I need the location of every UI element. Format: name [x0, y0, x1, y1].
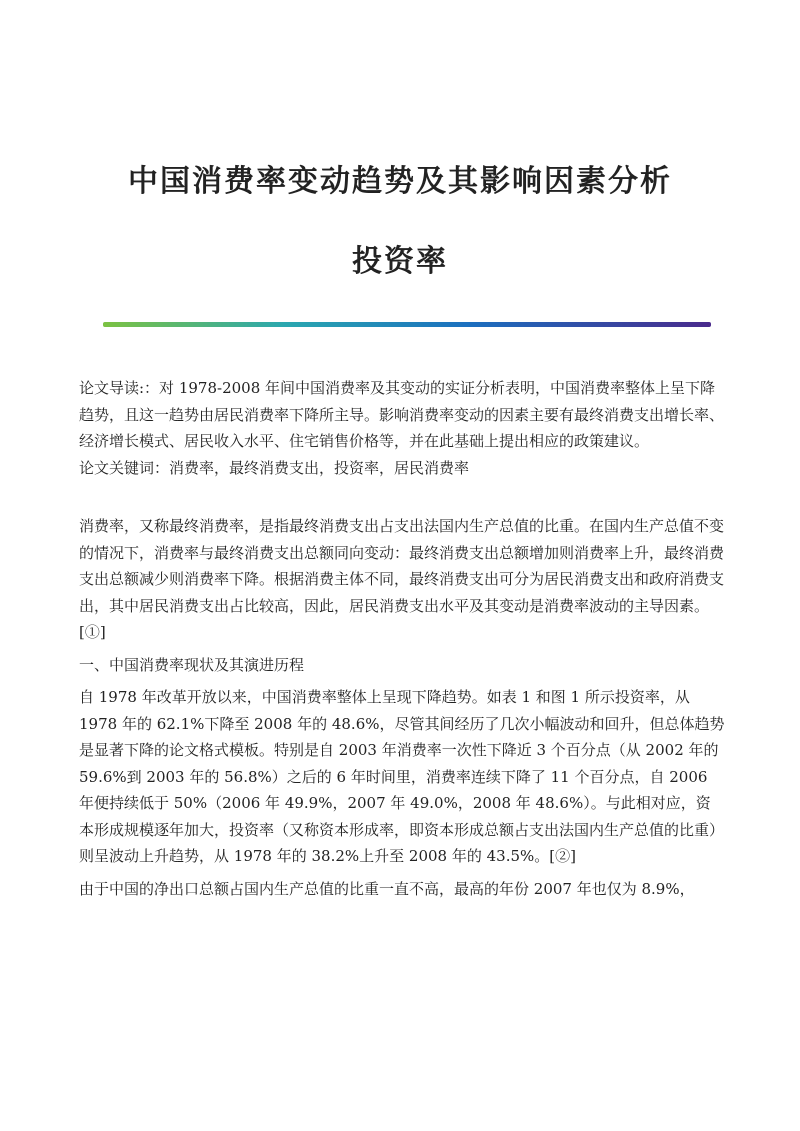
spacer	[79, 481, 725, 513]
gradient-divider	[103, 322, 711, 327]
document-subtitle: 投资率	[352, 244, 448, 279]
section-heading-1: 一、中国消费率现状及其演进历程	[79, 655, 305, 674]
body-paragraph-2: 自 1978 年改革开放以来，中国消费率整体上呈现下降趋势。如表 1 和图 1 所示投资率，从 1978 年的 62.1%下降至 2008 年的 48.6%，尽管其间经历了几次小幅波动和回升，但总体趋势是显著下降的论文格式模板。特别是自 2003 年消费率一次性下降近 3 个百分点（从 2002 年的 59.6%到 2003 年的 56.8%）之后的 6 年时间里，消费率连续下降了 11 个百分点，自 2006 年便持续低于 50%（2006 年 49.9%，2007 年 49.0%，2008 年 48.6%）。与此相对应，资本形成规模逐年加大，投资率（又称资本形成率，即资本形成总额占支出法国内生产总值的比重）则呈波动上升趋势，从 1978 年的 38.2%上升至 2008 年的 43.5%。[②]	[79, 688, 725, 865]
keywords-paragraph: 论文关键词：消费率，最终消费支出，投资率，居民消费率	[79, 458, 470, 477]
body-paragraph-1: 消费率，又称最终消费率，是指最终消费支出占支出法国内生产总值的比重。在国内生产总值不变的情况下，消费率与最终消费支出总额同向变动：最终消费支出总额增加则消费率上升，最终消费支出总额减少则消费率下降。根据消费主体不同，最终消费支出可分为居民消费支出和政府消费支出，其中居民消费支出占比较高，因此，居民消费支出水平及其变动是消费率波动的主导因素。[①]	[79, 517, 725, 641]
body-paragraph-3: 由于中国的净出口总额占国内生产总值的比重一直不高，最高的年份 2007 年也仅为 8.9%，	[79, 879, 695, 898]
abstract-paragraph: 论文导读:：对 1978-2008 年间中国消费率及其变动的实证分析表明，中国消费率整体上呈下降趋势，且这一趋势由居民消费率下降所主导。影响消费率变动的因素主要有最终消费支出增长率、经济增长模式、居民收入水平、住宅销售价格等，并在此基础上提出相应的政策建议。	[79, 379, 725, 450]
document-title: 中国消费率变动趋势及其影响因素分析	[128, 164, 672, 199]
document-body	[79, 375, 725, 908]
